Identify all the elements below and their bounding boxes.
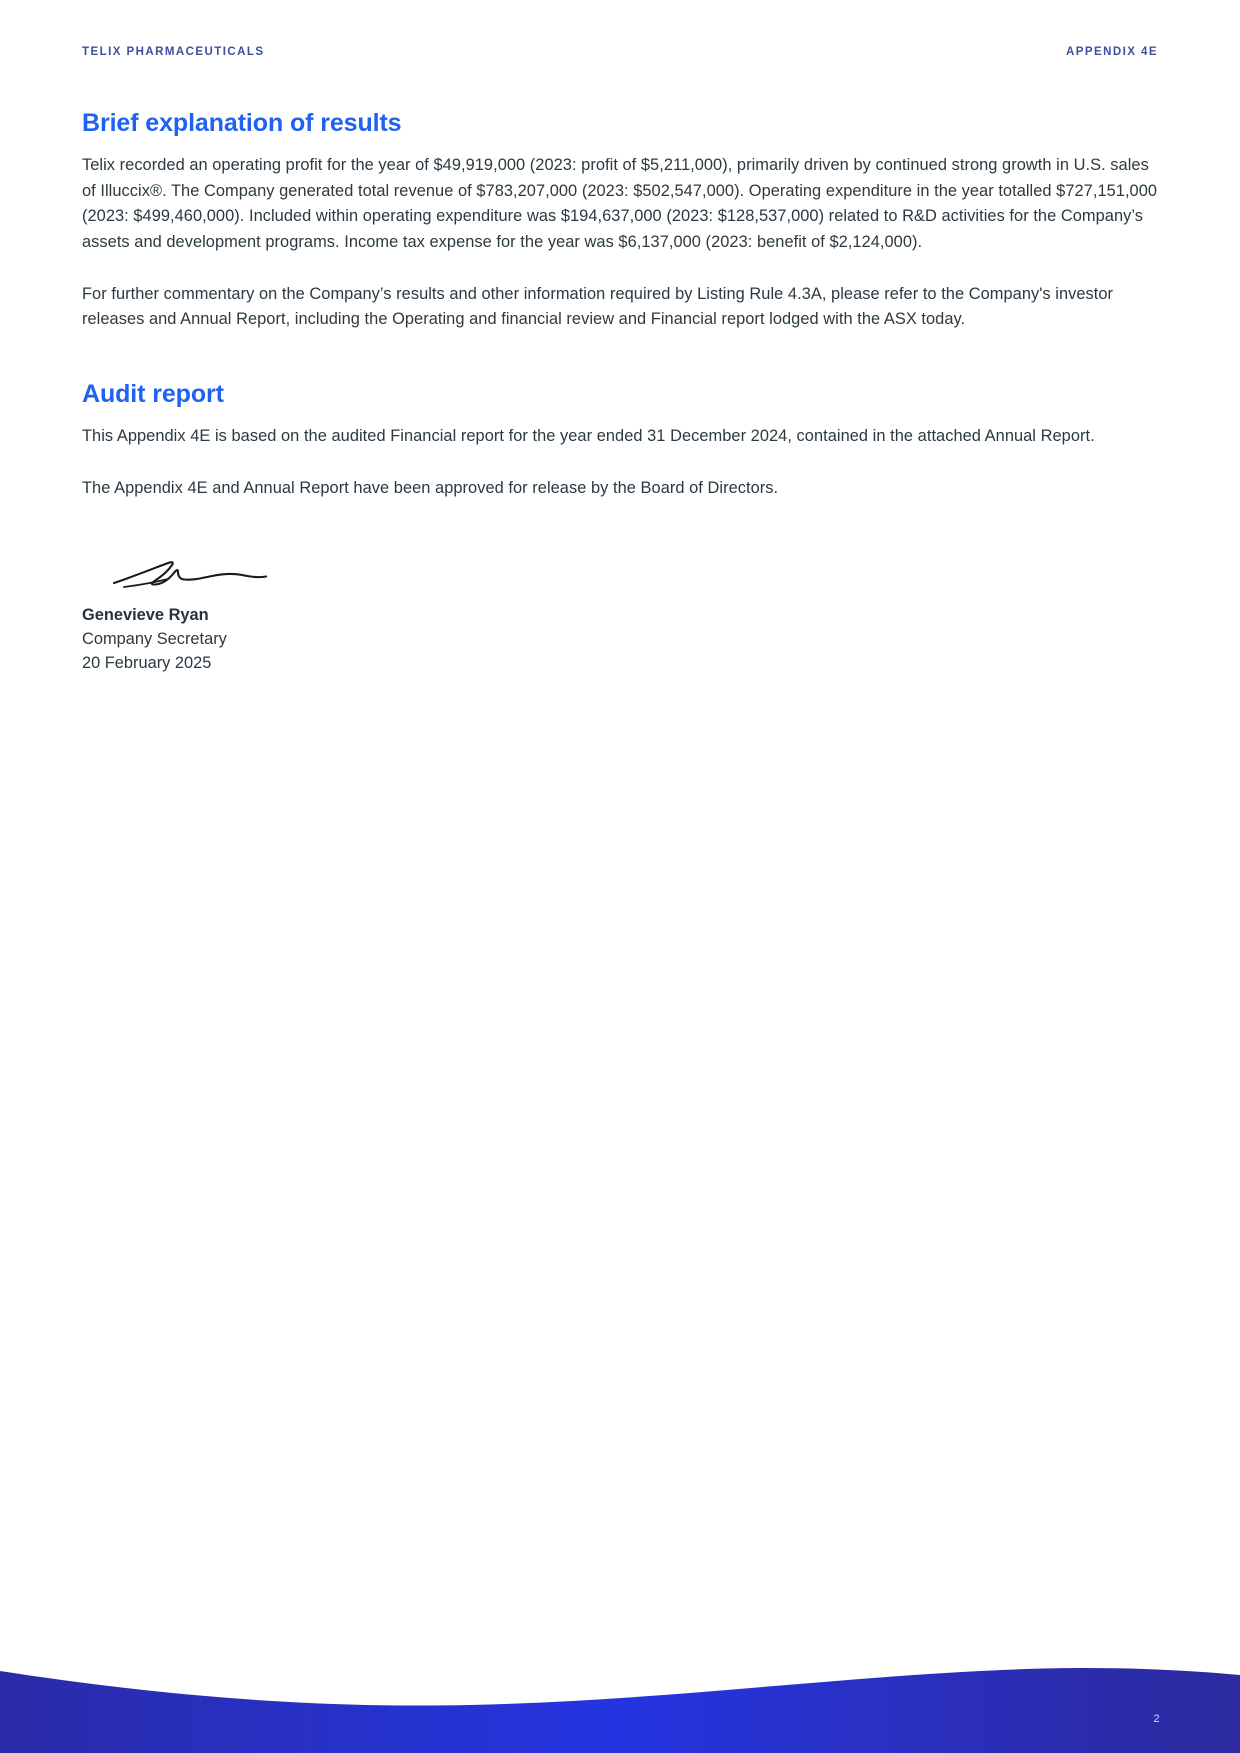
signatory-name: Genevieve Ryan (82, 606, 209, 625)
section-heading-brief-explanation: Brief explanation of results (82, 109, 402, 137)
header-document-name: APPENDIX 4E (1065, 46, 1158, 58)
handwritten-signature-icon (110, 549, 310, 597)
footer-wave-graphic (0, 1613, 1240, 1753)
paragraph-results-summary: Telix recorded an operating profit for the year of $49,919,000 (2023: profit of $5,211,000), primarily driven by continued strong growth in U.S. sales of Illuccix®. The Company generated total revenue of $783,207,000 (2023: $502,547,000). Operating expenditure in the year totalled $727,151,000 (2023: $499,460,000). Included within operating expenditure was $194,637,000 (2023: $128,537,000) related to R&D activities for the Company’s assets and development programs. Income tax expense for the year was $6,137,000 (2023: benefit of $2,124,000). (82, 156, 1158, 252)
paragraph-audit-basis: This Appendix 4E is based on the audited Financial report for the year ended 31 December 2024, contained in the attached Annual Report. (82, 427, 1095, 446)
document-content (82, 108, 1164, 675)
paragraph-further-commentary: For further commentary on the Company’s results and other information required by Listing Rule 4.3A, please refer to the Company's investor releases and Annual Report, including the Operating and financial review and Financial report lodged with the ASX today. (82, 284, 1114, 329)
section-heading-audit-report: Audit report (82, 379, 224, 408)
signatory-role: Company Secretary (82, 630, 227, 649)
page-number: 2 (1153, 1713, 1160, 1725)
header-company-name: TELIX PHARMACEUTICALS (82, 46, 265, 58)
signature-block (82, 549, 1164, 675)
paragraph-board-approval: The Appendix 4E and Annual Report have been approved for release by the Board of Directors. (82, 478, 779, 497)
running-header (82, 46, 1158, 58)
signature-date: 20 February 2025 (82, 654, 212, 673)
